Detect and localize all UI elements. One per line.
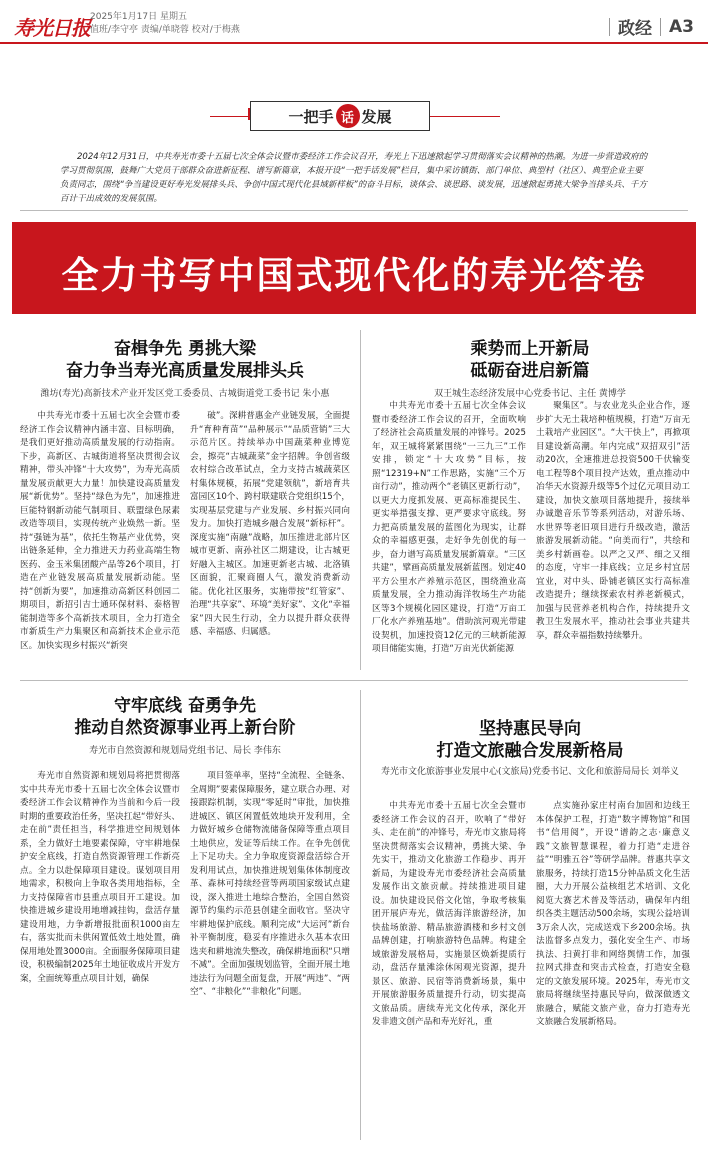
headline-banner [12,222,696,314]
article-byline: 寿光市自然资源和规划局党组书记、局长 李伟东 [89,746,281,756]
article-title-line2: 打造文旅融合发展新格局 [436,741,624,761]
section-info [609,14,694,39]
article-4 [370,718,690,778]
badge-circle: 话 [336,104,360,128]
article-column: 寿光市自然资源和规划局将把贯彻落实中共寿光市委十五届七次全体会议暨市委经济工作会议精神作为当前和今后一段时期的重要政治任务，坚决扛起“带好头、走在前”责任担当，科学推进空间规划体系，全力做好土地要素保障，守牢耕地保护安全底线，打造自然资源管理工作新亮点。全力以赴保障项目建设。谋划项目用地需求，积极向上争取各类用地指标，全力支持保障省市县重点项目开工建设。加快推进城乡建设用地增减挂钩，盘活存量建设用地，力争新增报批面积1000亩左右，落实批而未供闲置低效土地处置，确保用地处置3000亩。全面服务保障项目建设，积极编制2025年土地征收成片开发方案，全面统筹重点项目计划，确保 [20,771,180,984]
masthead [0,0,708,46]
article-column: 聚集区”。与农业龙头企业合作，逐步扩大无土栽培种植规模，打造“万亩无土栽培产业园区”。“大干快上”，再掀项目建设新高潮。年内完成“双招双引”活动20次，全速推进总投资500千伏输变电工程等8个项目投产达效，重点推动中冶华天水资源升级等5个过亿元项目动工建设，加快文旅项目落地提升，接续举办诚邀音乐节等系列活动，对游乐场、水世界等老旧项目进行升级改造，激活旅游发展新动能。“向美而行”，共绘和美乡村新画卷。以严之又严、细之又细的态度，守牢一排底线；立足乡村宜居宜业，对中头、卧铺老镇区实行高标准改造提升；继续探索农村养老新模式，加强与民营养老机构合作，持续提升文教卫生发展水平，推动社会事业共建共享，群众幸福指数持续攀升。 [536,401,690,641]
article-byline: 寿光市文化旅游事业发展中心(文旅局)党委书记、文化和旅游局局长 刘举义 [381,767,679,777]
divider [660,18,661,36]
newspaper-logo: 寿光日报 [14,16,90,40]
divider [20,680,688,681]
article-column: 项目签单率，坚持“全流程、全链条、全周期”要素保障服务，建立联合办理、对接跟踪机制，实现“零延时”审批，加快推进城区、镇区闲置低效地块开发利用，全力做好城乡仓储物流储备保障等重点项目土地供应，发证等后续工作。在争先创优上下足功夫。全力争取度资源盘活综合开发利用试点，加快推进规划集体体制度改革、森林可持续经营等两项国家级试点建设，深入推进土地综合整治，全国自然资源节约集约示范县创建全面收官。坚决守牢耕地保护底线。顺利完成“大运河”新台补平衡制度，稳妥有序推进永久基本农田选夹和耕地流失整改，确保耕地面积“只增不减”。全面加强规划监管，全面开展土地违法行为问题全面复盘，开展“两违”、“两空”、“非粮化”“非粮化”问题。 [190,771,350,997]
section-name: 政经 [618,19,652,39]
column-badge [250,101,430,131]
article-1-body [20,410,350,660]
divider [609,18,610,36]
masthead-meta [90,11,240,37]
article-column: 中共寿光市委十五届七次全体会议暨市委经济工作会议的召开，全面吹响了经济社会高质量发展的冲锋号。2025年，双王城将紧紧围绕“一三九三”工作安排，锁定“十大攻势”目标，按照“12319+N”工作思路，实施“三个万亩行动”，推动两个“老镇区更新行动”，以更大力度抓发展、更高标准提民生、更实举措强支撑、更严要求守底线。努力把高质量发展的蓝图化为现实，让群众的幸福感更强，走好争先创优的每一步，奋力谱写高质量发展新篇章。“三区共建”，擘画高质量发展新蓝图。划定40平方公里水产养殖示范区，围绕渔业高质量发展，全力推动海洋牧场生产功能区等3个规模化园区建设，打造“万亩工厂化水产养殖基地”。借助滨河观光带建设契机，加速投资12亿元的三峡新能源项目储能实施，打造“万亩光伏新能源 [372,401,526,654]
intro-paragraph: 2024年12月31日，中共寿光市委十五届七次全体会议暨市委经济工作会议召开，寿光上下迅速掀起学习贯彻落实会议精神的热潮。为进一步营造政府的学习贯彻氛围，鼓舞广大党员干部群众奋进新征程、谱写新篇章，本报开设“一把手话发展”栏目，集中采访镇街、部门单位、典型村（社区）、典型企业主要负责同志，围绕“争当建设更好寿光发展排头兵、争创中国式现代化县域新样板”的奋斗目标，谈体会、谈思路、谈发展，迅速掀起勇挑大梁争当排头兵、千方百计干出成效的发展氛围。 [60,152,648,204]
editors-line: 值班/李守亭 责编/单晓蓉 校对/于梅燕 [90,25,240,35]
article-column: 中共寿光市委十五届七次全会暨市委经济工作会议精神内涵丰富、目标明确，是我们更好推动高质量发展的行动指南。下步，高新区、古城街道将坚决贯彻会议精神，带头冲锋“十大攻势”，为寿光高质量发展贡献更大力量！加快建设高质量发展“新优势”。坚持“绿色为先”，加速推进巨能特钢新动能气制项目、联盟绿色尿素改造等项目，实现传统产业焕然一新。坚持“强链为基”，依托生物基产业优势，突出链条延伸，全力推进天力药业高端生物医药、金玉米集团酸产品等26个项目，打造在产业链发展高质量发展新动能。坚持“创新为要”，加速推动高新区科创园二期项目，新招引吉士通环保材料、泰格智能制造等多个高新技术项目，全力打造全市新质生产力集聚区和高新技术企业示范区。加快实现乡村振兴“新突 [20,411,180,651]
banner-title: 全力书写中国式现代化的寿光答卷 [61,254,647,297]
article-title-line1: 守牢底线 奋勇争先 [114,696,256,716]
page-number: A3 [669,16,694,37]
divider [360,330,361,670]
article-column: 破”。深耕普惠金产业链发展，全面提升“育种育苗”“品种展示”“品质营销”三大示范片区。持续举办中国蔬菜种业博览会，擦亮“古城蔬菜”金字招牌。争创省级农村综合改革试点，全力支持古城蔬菜区村集体规模，拓展“党建领航”，新培育共富园区10个、跨村联建联合党组织15个，实现基层党建与产业发展、乡村振兴同向发力。加快打造城乡融合发展“新标杆”。深度实施“南融”战略，加压推进北部片区城市更新、南孙社区二期建设，让古城更好融入主城区。加速更新老古城、北洛镇区面貌，汇聚商圈人气，激发消费新动能。优化社区服务，实施带按“红管家”、治理“共享家”、环境“美好家”、文化“幸福家”四大民生行动，全力以提升群众获得感、幸福感、归属感。 [190,411,350,637]
article-column: 中共寿光市委十五届七次全会暨市委经济工作会议的召开，吹响了“带好头、走在前”的冲锋号，寿光市文旅局将坚决贯彻落实会议精神，勇挑大梁、争先实干，推动文化旅游工作稳步、再开新局，为建设寿光市委经济社会高质量发展作出文旅贡献。持续推进项目建设。加快建设民俗文化馆，争取考核集团开展庐寿光，做活海洋旅游经济，加快盐场旅游、精品旅游酒楼和乡村文创品牌创建，打响旅游特色品牌。构建全域旅游发展格局，实施景区焕新提质行动，盘活存量滩涂休闲观光资源，提升景区、旅游、民宿等消费新场景，集中开展旅游服务质量提升行动，切实提高文旅品质。唐续寿光文化传承，深化开发非遗文创产品和寿光好礼，重 [372,801,526,1027]
article-byline: 潍坊(寿光)高新技术产业开发区党工委委员、古城街道党工委书记 朱小惠 [40,389,330,399]
article-4-body [372,800,690,1140]
article-title-line2: 推动自然资源事业再上新台阶 [74,718,296,738]
article-title-line2: 奋力争当寿光高质量发展排头兵 [66,361,304,381]
article-title-line1: 乘势而上开新局 [470,339,590,359]
article-byline: 双王城生态经济发展中心党委书记、主任 黄博学 [434,389,626,399]
badge-left: 一把手 [288,107,334,126]
masthead-rule [0,42,708,44]
article-2-body [372,400,690,660]
article-column: 点实施孙家庄村南台加固和边线王本体保护工程，打造“数字博物馆”和国书“信用阅”，开设“谱韵之志·廉意义践”文旅智慧课程，着力打造“走进谷益”“明雅五谷”等研学品牌。普惠共享文旅服务，持续打造15分钟品质文化生活圈，大力开展公益核组艺术培训、文化阅览大赛艺术普及等活动，确保年内组织各类主题活动500余场，实现公益培训3万余人次，完成送戏下乡200余场。执法监督多点发力，强化安全生产、市场执法、扫黄打非和网络舆情工作，加强拉网式排查和突击式检查，打造安全稳定的文旅发展环境。2025年，寿光市文旅局将继续坚持惠民导向，做深做透文旅融合，赋能文旅产业，奋力打造寿光文旅融合发展新格局。 [536,801,690,1027]
article-title-line1: 奋楫争先 勇挑大梁 [114,339,256,359]
article-title-line1: 坚持惠民导向 [479,719,581,739]
article-3 [20,695,350,756]
article-3-body [20,770,350,1140]
article-1 [20,338,350,399]
article-title-line2: 砥砺奋进启新篇 [470,361,590,381]
article-2 [370,338,690,399]
divider [360,690,361,1140]
issue-date: 2025年1月17日 星期五 [90,12,187,22]
badge-right: 发展 [361,107,392,126]
divider [20,210,688,211]
